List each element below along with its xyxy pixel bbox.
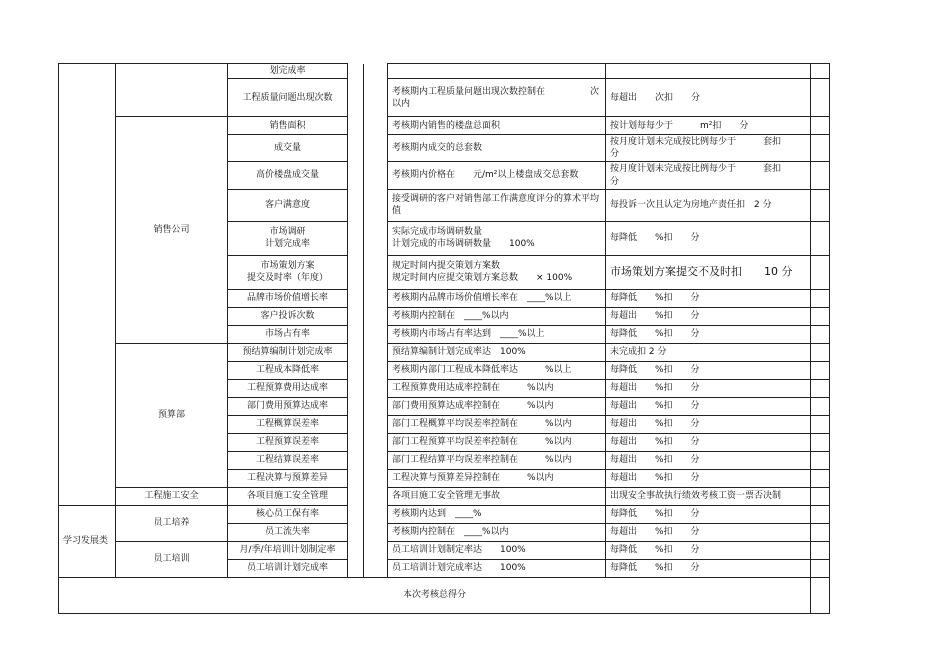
score-cell xyxy=(811,79,830,117)
standard-cell: 部门费用预算达成率控制在 %以内 xyxy=(388,397,606,415)
indicator-cell: 工程决算与预算差异 xyxy=(228,469,348,487)
standard-cell: 部门工程结算平均误差率控制在 %以内 xyxy=(388,451,606,469)
blank-cell xyxy=(364,541,388,559)
scoring-cell xyxy=(606,64,811,79)
standard-cell: 各项目施工安全管理无事故 xyxy=(388,487,606,505)
score-cell xyxy=(811,289,830,307)
scoring-cell: 每超出 %扣 分 xyxy=(606,415,811,433)
standard-cell: 接受调研的客户对销售部工作满意度评分的算术平均值 xyxy=(388,189,606,221)
standard-cell: 部门工程概算平均误差率控制在 %以内 xyxy=(388,415,606,433)
category-cell: 学习发展类 xyxy=(59,505,116,577)
indicator-cell: 工程预算费用达成率 xyxy=(228,379,348,397)
blank-cell xyxy=(364,397,388,415)
indicator-cell: 工程成本降低率 xyxy=(228,361,348,379)
blank-cell xyxy=(348,505,364,523)
blank-cell xyxy=(348,135,364,162)
score-cell xyxy=(811,541,830,559)
blank-cell xyxy=(364,469,388,487)
score-cell xyxy=(811,64,830,79)
blank-cell xyxy=(348,559,364,577)
score-cell xyxy=(811,415,830,433)
scoring-cell: 每降低 %扣 分 xyxy=(606,559,811,577)
kpi-table-body xyxy=(59,64,830,614)
indicator-cell: 划完成率 xyxy=(228,64,348,79)
indicator-cell: 部门费用预算达成率 xyxy=(228,397,348,415)
scoring-cell: 每降低 %扣 分 xyxy=(606,221,811,255)
category-cell xyxy=(59,64,116,506)
indicator-cell: 工程预算误差率 xyxy=(228,433,348,451)
blank-cell xyxy=(364,221,388,255)
blank-cell xyxy=(348,64,364,79)
scoring-cell: 每降低 %扣 分 xyxy=(606,541,811,559)
score-cell xyxy=(811,325,830,343)
blank-cell xyxy=(348,162,364,189)
score-cell xyxy=(811,379,830,397)
scoring-cell: 每降低 %扣 分 xyxy=(606,505,811,523)
blank-cell xyxy=(348,289,364,307)
blank-cell xyxy=(364,135,388,162)
blank-cell xyxy=(364,379,388,397)
blank-cell xyxy=(364,307,388,325)
table-row xyxy=(59,117,830,135)
indicator-cell: 市场策划方案 提交及时率（年度） xyxy=(228,255,348,289)
blank-cell xyxy=(364,433,388,451)
standard-cell: 工程预算费用达成率控制在 %以内 xyxy=(388,379,606,397)
standard-cell: 实际完成市场调研数量 计划完成的市场调研数量 100% xyxy=(388,221,606,255)
standard-cell: 部门工程预算平均误差率控制在 %以内 xyxy=(388,433,606,451)
blank-cell xyxy=(348,307,364,325)
blank-cell xyxy=(348,343,364,361)
blank-cell xyxy=(364,505,388,523)
standard-cell: 考核期内成交的总套数 xyxy=(388,135,606,162)
dept-cell: 员工培训 xyxy=(116,541,228,577)
indicator-cell: 成交量 xyxy=(228,135,348,162)
standard-cell: 工程决算与预算差异控制在 %以内 xyxy=(388,469,606,487)
blank-cell xyxy=(364,64,388,79)
standard-cell: 考核期内市场占有率达到 ____%以上 xyxy=(388,325,606,343)
indicator-cell: 月/季/年培训计划制定率 xyxy=(228,541,348,559)
standard-cell: 考核期内价格在 元/m²以上楼盘成交总套数 xyxy=(388,162,606,189)
indicator-cell: 预结算编制计划完成率 xyxy=(228,343,348,361)
blank-cell xyxy=(364,325,388,343)
blank-cell xyxy=(348,451,364,469)
indicator-cell: 核心员工保有率 xyxy=(228,505,348,523)
blank-cell xyxy=(348,541,364,559)
indicator-cell: 市场占有率 xyxy=(228,325,348,343)
dept-cell: 员工培养 xyxy=(116,505,228,541)
blank-cell xyxy=(348,469,364,487)
blank-cell xyxy=(364,559,388,577)
score-cell xyxy=(811,397,830,415)
indicator-cell: 高价楼盘成交量 xyxy=(228,162,348,189)
blank-cell xyxy=(364,523,388,541)
scoring-cell: 按计划每每少于 m²扣 分 xyxy=(606,117,811,135)
blank-cell xyxy=(364,289,388,307)
blank-cell xyxy=(348,79,364,117)
dept-cell xyxy=(116,64,228,117)
total-label: 本次考核总得分 xyxy=(59,577,811,613)
blank-cell xyxy=(348,117,364,135)
scoring-cell: 按月度计划未完成按比例每少于 套扣 分 xyxy=(606,135,811,162)
dept-cell: 工程施工安全 xyxy=(116,487,228,505)
blank-cell xyxy=(364,189,388,221)
score-cell xyxy=(811,433,830,451)
scoring-cell: 每超出 %扣 分 xyxy=(606,523,811,541)
blank-cell xyxy=(364,79,388,117)
standard-cell: 考核期内部门工程成本降低率达 %以上 xyxy=(388,361,606,379)
score-cell xyxy=(811,117,830,135)
blank-cell xyxy=(364,162,388,189)
indicator-cell: 各项目施工安全管理 xyxy=(228,487,348,505)
blank-cell xyxy=(364,487,388,505)
blank-cell xyxy=(348,397,364,415)
dept-cell: 销售公司 xyxy=(116,117,228,344)
blank-cell xyxy=(348,221,364,255)
blank-cell xyxy=(364,343,388,361)
scoring-cell: 每超出 %扣 分 xyxy=(606,451,811,469)
blank-cell xyxy=(348,415,364,433)
indicator-cell: 员工培训计划完成率 xyxy=(228,559,348,577)
score-cell xyxy=(811,523,830,541)
blank-cell xyxy=(348,523,364,541)
indicator-cell: 品牌市场价值增长率 xyxy=(228,289,348,307)
standard-cell: 员工培训计划完成率达 100% xyxy=(388,559,606,577)
score-cell xyxy=(811,487,830,505)
scoring-cell: 每降低 %扣 分 xyxy=(606,289,811,307)
standard-cell: 考核期内品牌市场价值增长率在 ____%以上 xyxy=(388,289,606,307)
score-cell xyxy=(811,469,830,487)
indicator-cell: 销售面积 xyxy=(228,117,348,135)
table-row xyxy=(59,64,830,79)
indicator-cell: 员工流失率 xyxy=(228,523,348,541)
indicator-cell: 工程质量问题出现次数 xyxy=(228,79,348,117)
table-row xyxy=(59,541,830,559)
kpi-table xyxy=(58,63,830,614)
score-cell xyxy=(811,307,830,325)
scoring-cell: 每超出 %扣 分 xyxy=(606,469,811,487)
score-cell xyxy=(811,505,830,523)
scoring-cell: 每超出 次扣 分 xyxy=(606,79,811,117)
standard-cell: 考核期内销售的楼盘总面积 xyxy=(388,117,606,135)
scoring-cell: 未完成扣 2 分 xyxy=(606,343,811,361)
dept-cell: 预算部 xyxy=(116,343,228,487)
score-cell xyxy=(811,343,830,361)
indicator-cell: 市场调研 计划完成率 xyxy=(228,221,348,255)
scoring-cell: 每超出 %扣 分 xyxy=(606,433,811,451)
score-cell xyxy=(811,189,830,221)
standard-cell: 员工培训计划制定率达 100% xyxy=(388,541,606,559)
table-row xyxy=(59,505,830,523)
indicator-cell: 客户满意度 xyxy=(228,189,348,221)
table-row xyxy=(59,343,830,361)
score-cell xyxy=(811,577,830,613)
blank-cell xyxy=(348,433,364,451)
blank-cell xyxy=(364,415,388,433)
indicator-cell: 工程结算误差率 xyxy=(228,451,348,469)
standard-cell: 规定时间内提交策划方案数 规定时间内应提交策划方案总数 × 100% xyxy=(388,255,606,289)
scoring-cell: 按月度计划未完成按比例每少于 套扣 分 xyxy=(606,162,811,189)
scoring-cell: 市场策划方案提交不及时扣 10 分 xyxy=(606,255,811,289)
indicator-cell: 客户投诉次数 xyxy=(228,307,348,325)
standard-cell xyxy=(388,64,606,79)
scoring-cell: 每超出 %扣 分 xyxy=(606,397,811,415)
scoring-cell: 每投诉一次且认定为房地产责任扣 2 分 xyxy=(606,189,811,221)
blank-cell xyxy=(364,361,388,379)
score-cell xyxy=(811,559,830,577)
score-cell xyxy=(811,451,830,469)
blank-cell xyxy=(348,325,364,343)
scoring-cell: 出现安全事故执行绩效考核工资一票否决制 xyxy=(606,487,811,505)
scoring-cell: 每超出 %扣 分 xyxy=(606,379,811,397)
blank-cell xyxy=(364,117,388,135)
score-cell xyxy=(811,162,830,189)
standard-cell: 预结算编制计划完成率达 100% xyxy=(388,343,606,361)
scoring-cell: 每超出 %扣 分 xyxy=(606,307,811,325)
standard-cell: 考核期内控制在 ____%以内 xyxy=(388,523,606,541)
scoring-cell: 每降低 %扣 分 xyxy=(606,325,811,343)
table-row xyxy=(59,487,830,505)
score-cell xyxy=(811,361,830,379)
standard-cell: 考核期内达到 ____% xyxy=(388,505,606,523)
score-cell xyxy=(811,221,830,255)
indicator-cell: 工程概算误差率 xyxy=(228,415,348,433)
table-row xyxy=(59,577,830,613)
standard-cell: 考核期内工程质量问题出现次数控制在 次以内 xyxy=(388,79,606,117)
standard-cell: 考核期内控制在 ____%以内 xyxy=(388,307,606,325)
blank-cell xyxy=(348,255,364,289)
score-cell xyxy=(811,255,830,289)
blank-cell xyxy=(348,189,364,221)
blank-cell xyxy=(348,379,364,397)
score-cell xyxy=(811,135,830,162)
blank-cell xyxy=(348,487,364,505)
scoring-cell: 每降低 %扣 分 xyxy=(606,361,811,379)
blank-cell xyxy=(364,451,388,469)
blank-cell xyxy=(364,255,388,289)
blank-cell xyxy=(348,361,364,379)
